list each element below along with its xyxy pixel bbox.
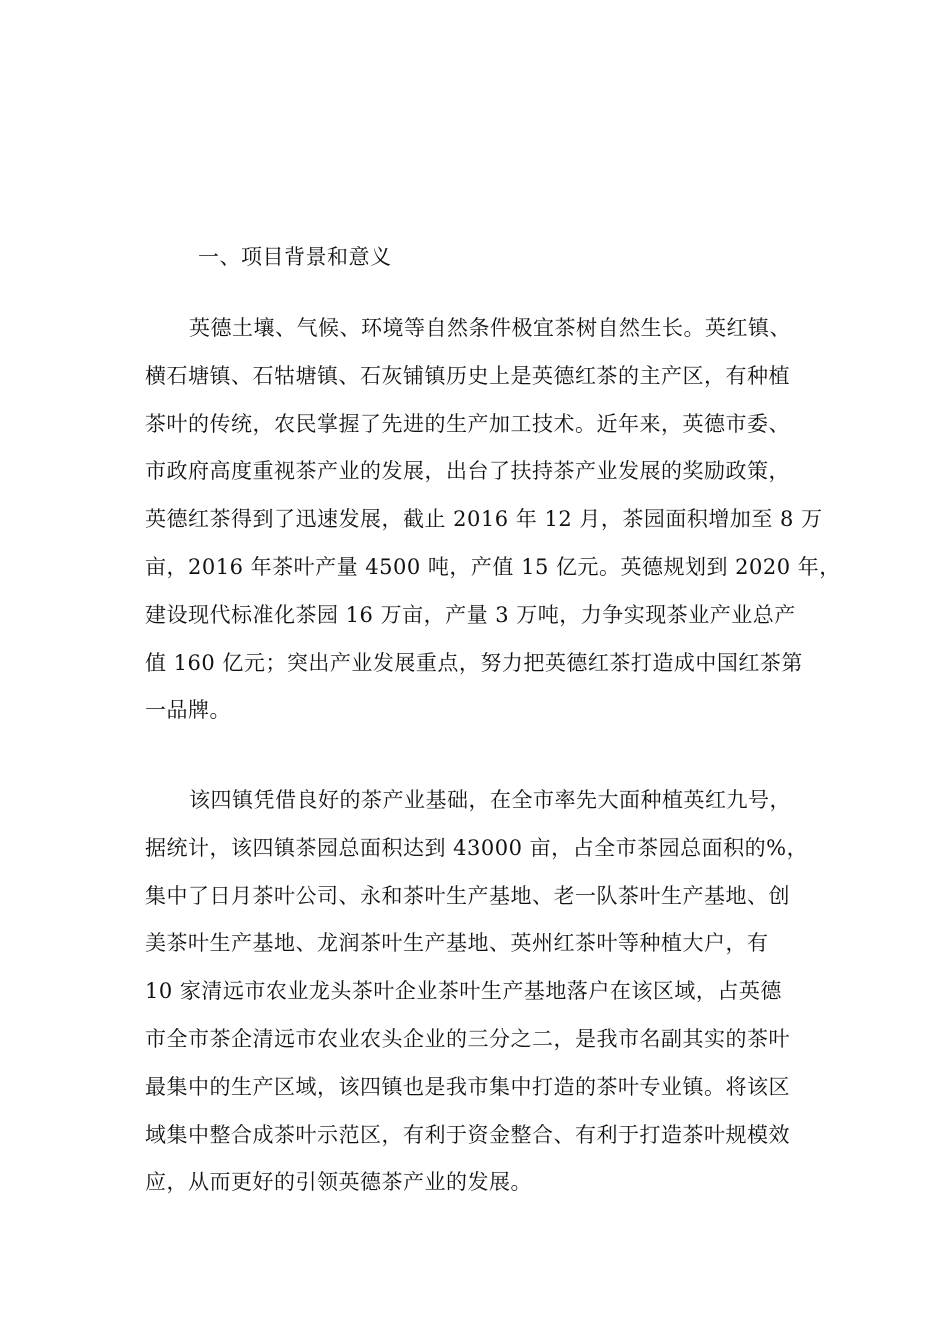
paragraph-background [145,305,841,735]
text-line: 亩，2016 年茶叶产量 4500 吨，产值 15 亿元。英德规划到 2020 年， [145,554,841,579]
text-line: 域集中整合成茶叶示范区，有利于资金整合、有利于打造茶叶规模效 [145,1122,790,1147]
text-line: 据统计，该四镇茶园总面积达到 43000 亩，占全市茶园总面积的%， [145,835,809,860]
text-line: 10 家清远市农业龙头茶叶企业茶叶生产基地落户在该区域，占英德 [145,979,782,1004]
text-line: 该四镇凭借良好的茶产业基础，在全市率先大面种植英红九号， [189,788,791,812]
paragraph-four-towns [145,777,811,1207]
text-line: 英德红茶得到了迅速发展，截止 2016 年 12 月，茶园面积增加至 8 万 [145,507,823,532]
text-line: 美茶叶生产基地、龙润茶叶生产基地、英州红茶叶等种植大户，有 [145,931,769,956]
text-line: 最集中的生产区域，该四镇也是我市集中打造的茶叶专业镇。将该区 [145,1074,790,1099]
text-line: 应，从而更好的引领英德茶产业的发展。 [145,1170,532,1195]
section-heading: 一、项目背景和意义 [198,245,392,269]
text-line: 建设现代标准化茶园 16 万亩，产量 3 万吨，力争实现茶业产业总产 [145,602,796,627]
text-line: 集中了日月茶叶公司、永和茶叶生产基地、老一队茶叶生产基地、创 [145,883,790,908]
text-line: 一品牌。 [145,698,231,723]
text-line: 茶叶的传统，农民掌握了先进的生产加工技术。近年来，英德市委、 [145,411,790,436]
text-line: 市政府高度重视茶产业的发展，出台了扶持茶产业发展的奖励政策， [145,459,790,484]
text-line: 值 160 亿元；突出产业发展重点，努力把英德红茶打造成中国红茶第 [145,650,803,675]
text-line: 横石塘镇、石牯塘镇、石灰铺镇历史上是英德红茶的主产区，有种植 [145,363,790,388]
text-line: 英德土壤、气候、环境等自然条件极宜茶树自然生长。英红镇、 [189,316,791,340]
text-line: 市全市茶企清远市农业农头企业的三分之二，是我市名副其实的茶叶 [145,1026,790,1051]
